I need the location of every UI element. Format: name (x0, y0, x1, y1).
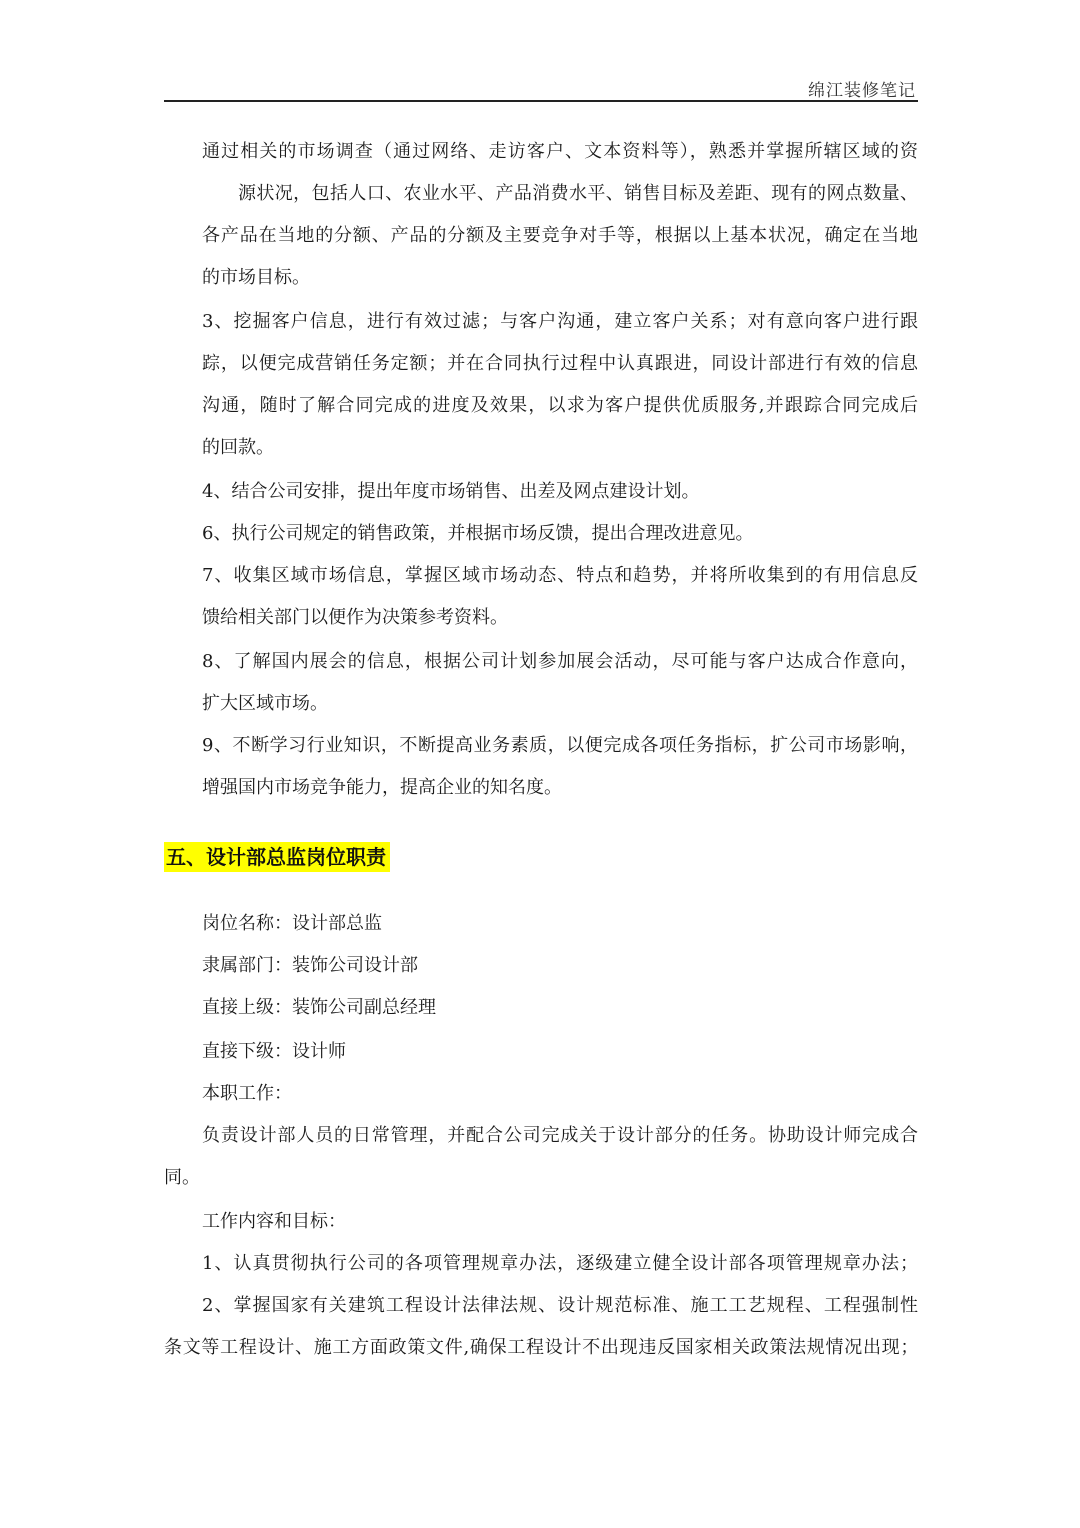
section-heading: 五、设计部总监岗位职责 (164, 842, 390, 872)
superior-field: 直接上级：装饰公司副总经理 (202, 997, 436, 1018)
paragraph-line: 通过相关的市场调查（通过网络、走访客户、文本资料等），熟悉并掌握所辖区域的资 (202, 141, 918, 162)
list-item-8: 8、了解国内展会的信息，根据公司计划参加展会活动，尽可能与客户达成合作意向， (202, 651, 918, 672)
job-title-field: 岗位名称：设计部总监 (202, 913, 382, 934)
subordinate-field: 直接下级：设计师 (202, 1041, 346, 1062)
paragraph-line: 负责设计部人员的日常管理，并配合公司完成关于设计部分的任务。协助设计师完成合 (202, 1125, 918, 1146)
paragraph-line: 各产品在当地的分额、产品的分额及主要竞争对手等，根据以上基本状况，确定在当地 (202, 225, 918, 246)
work-content-label: 工作内容和目标： (202, 1211, 346, 1232)
paragraph-line: 踪，以便完成营销任务定额；并在合同执行过程中认真跟进，同设计部进行有效的信息 (202, 353, 918, 374)
header-title: 绵江装修笔记 (808, 81, 916, 101)
list-item-2: 2、掌握国家有关建筑工程设计法律法规、设计规范标准、施工工艺规程、工程强制性 (202, 1295, 918, 1316)
list-item-3: 3、挖掘客户信息，进行有效过滤；与客户沟通，建立客户关系；对有意向客户进行跟 (202, 311, 918, 332)
paragraph-line: 的市场目标。 (202, 267, 310, 288)
paragraph-line: 的回款。 (202, 437, 274, 458)
paragraph-line: 馈给相关部门以便作为决策参考资料。 (202, 607, 508, 628)
department-field: 隶属部门：装饰公司设计部 (202, 955, 418, 976)
list-item-6: 6、执行公司规定的销售政策，并根据市场反馈，提出合理改进意见。 (202, 523, 754, 544)
paragraph-line: 源状况，包括人口、农业水平、产品消费水平、销售目标及差距、现有的网点数量、 (238, 183, 918, 204)
header-divider (164, 100, 918, 102)
section-heading-wrapper (164, 842, 390, 872)
paragraph-line: 条文等工程设计、施工方面政策文件,确保工程设计不出现违反国家相关政策法规情况出现； (164, 1337, 918, 1358)
paragraph-line: 同。 (164, 1167, 200, 1188)
duties-label: 本职工作： (202, 1083, 292, 1104)
list-item-7: 7、收集区域市场信息，掌握区域市场动态、特点和趋势，并将所收集到的有用信息反 (202, 565, 918, 586)
list-item-1: 1、认真贯彻执行公司的各项管理规章办法，逐级建立健全设计部各项管理规章办法； (202, 1253, 918, 1274)
list-item-4: 4、结合公司安排，提出年度市场销售、出差及网点建设计划。 (202, 481, 700, 502)
list-item-9: 9、不断学习行业知识，不断提高业务素质，以便完成各项任务指标，扩公司市场影响， (202, 735, 918, 756)
paragraph-line: 沟通，随时了解合同完成的进度及效果，以求为客户提供优质服务,并跟踪合同完成后 (202, 395, 918, 416)
paragraph-line: 扩大区域市场。 (202, 693, 328, 714)
paragraph-line: 增强国内市场竞争能力，提高企业的知名度。 (202, 777, 562, 798)
